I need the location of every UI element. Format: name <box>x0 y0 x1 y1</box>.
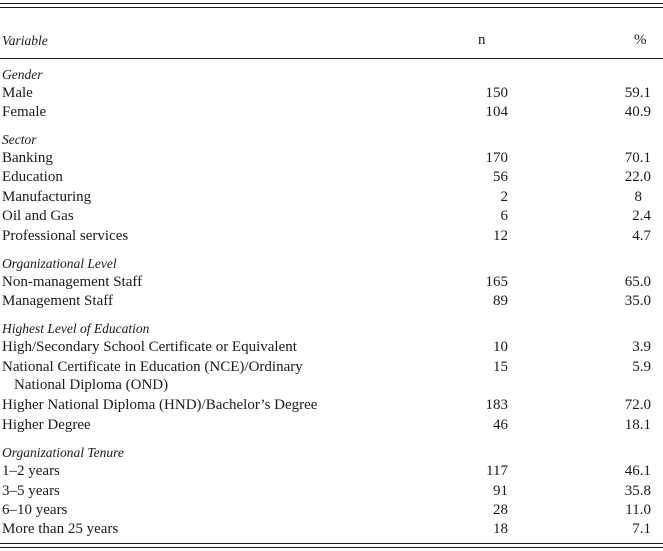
row-n: 89 <box>493 293 508 309</box>
row-label: 1–2 years <box>2 463 60 479</box>
row-pct: 65.0 <box>624 274 651 290</box>
row-label: National Certificate in Education (NCE)/Ordinary <box>2 359 303 375</box>
row-pct: 11.0 <box>625 502 651 518</box>
row-pct: 18.1 <box>624 417 651 433</box>
row-n: 2 <box>500 189 508 205</box>
row-label: Non-management Staff <box>2 274 143 290</box>
top-rule-1 <box>0 3 663 4</box>
header-variable: Variable <box>2 33 48 48</box>
row-pct: 7.1 <box>632 521 651 537</box>
row-label: Higher National Diploma (HND)/Bachelor’s Degree <box>2 397 318 413</box>
section-title-gender: Gender <box>2 67 43 82</box>
row-n: 6 <box>500 208 508 224</box>
section-title-education: Highest Level of Education <box>2 321 150 336</box>
row-pct: 8 <box>634 189 642 205</box>
row-pct: 72.0 <box>624 397 651 413</box>
row-label: Professional services <box>2 228 129 244</box>
row-n: 18 <box>493 521 508 537</box>
row-pct: 4.7 <box>632 228 651 244</box>
row-label: Manufacturing <box>2 189 92 205</box>
row-label: 6–10 years <box>2 502 68 518</box>
row-pct: 59.1 <box>624 85 651 101</box>
row-pct: 70.1 <box>624 150 651 166</box>
row-label: Oil and Gas <box>2 208 74 224</box>
header-n: n <box>478 32 486 48</box>
row-n: 104 <box>485 104 508 120</box>
row-n: 15 <box>493 359 508 375</box>
row-n: 117 <box>486 463 508 479</box>
row-label: Male <box>2 85 33 101</box>
section-title-sector: Sector <box>2 132 37 147</box>
row-pct: 46.1 <box>624 463 651 479</box>
row-label: 3–5 years <box>2 483 60 499</box>
bottom-rule-1 <box>0 543 663 544</box>
row-n: 10 <box>493 339 508 355</box>
row-pct: 3.9 <box>632 339 651 355</box>
row-label: Higher Degree <box>2 417 91 433</box>
header-rule <box>0 58 663 59</box>
row-n: 91 <box>493 483 508 499</box>
row-label: Banking <box>2 150 53 166</box>
row-label: Management Staff <box>2 293 113 309</box>
row-label: Female <box>2 104 47 120</box>
row-pct: 5.9 <box>632 359 651 375</box>
row-n: 165 <box>485 274 508 290</box>
row-pct: 22.0 <box>624 169 651 185</box>
row-label-continued: National Diploma (OND) <box>14 377 169 393</box>
row-n: 56 <box>493 169 508 185</box>
section-title-level: Organizational Level <box>2 256 117 271</box>
header-percent: % <box>634 32 647 48</box>
bottom-rule-2 <box>0 547 663 548</box>
row-n: 12 <box>493 228 508 244</box>
row-n: 183 <box>485 397 508 413</box>
row-label: More than 25 years <box>2 521 119 537</box>
row-n: 28 <box>493 502 508 518</box>
row-n: 46 <box>493 417 508 433</box>
section-title-tenure: Organizational Tenure <box>2 445 124 460</box>
row-label: Education <box>2 169 63 185</box>
row-label: High/Secondary School Certificate or Equivalent <box>2 339 297 355</box>
row-pct: 40.9 <box>624 104 651 120</box>
row-pct: 35.8 <box>624 483 651 499</box>
row-n: 150 <box>485 85 508 101</box>
row-pct: 2.4 <box>632 208 651 224</box>
row-pct: 35.0 <box>624 293 651 309</box>
row-n: 170 <box>485 150 508 166</box>
top-rule-2 <box>0 7 663 8</box>
